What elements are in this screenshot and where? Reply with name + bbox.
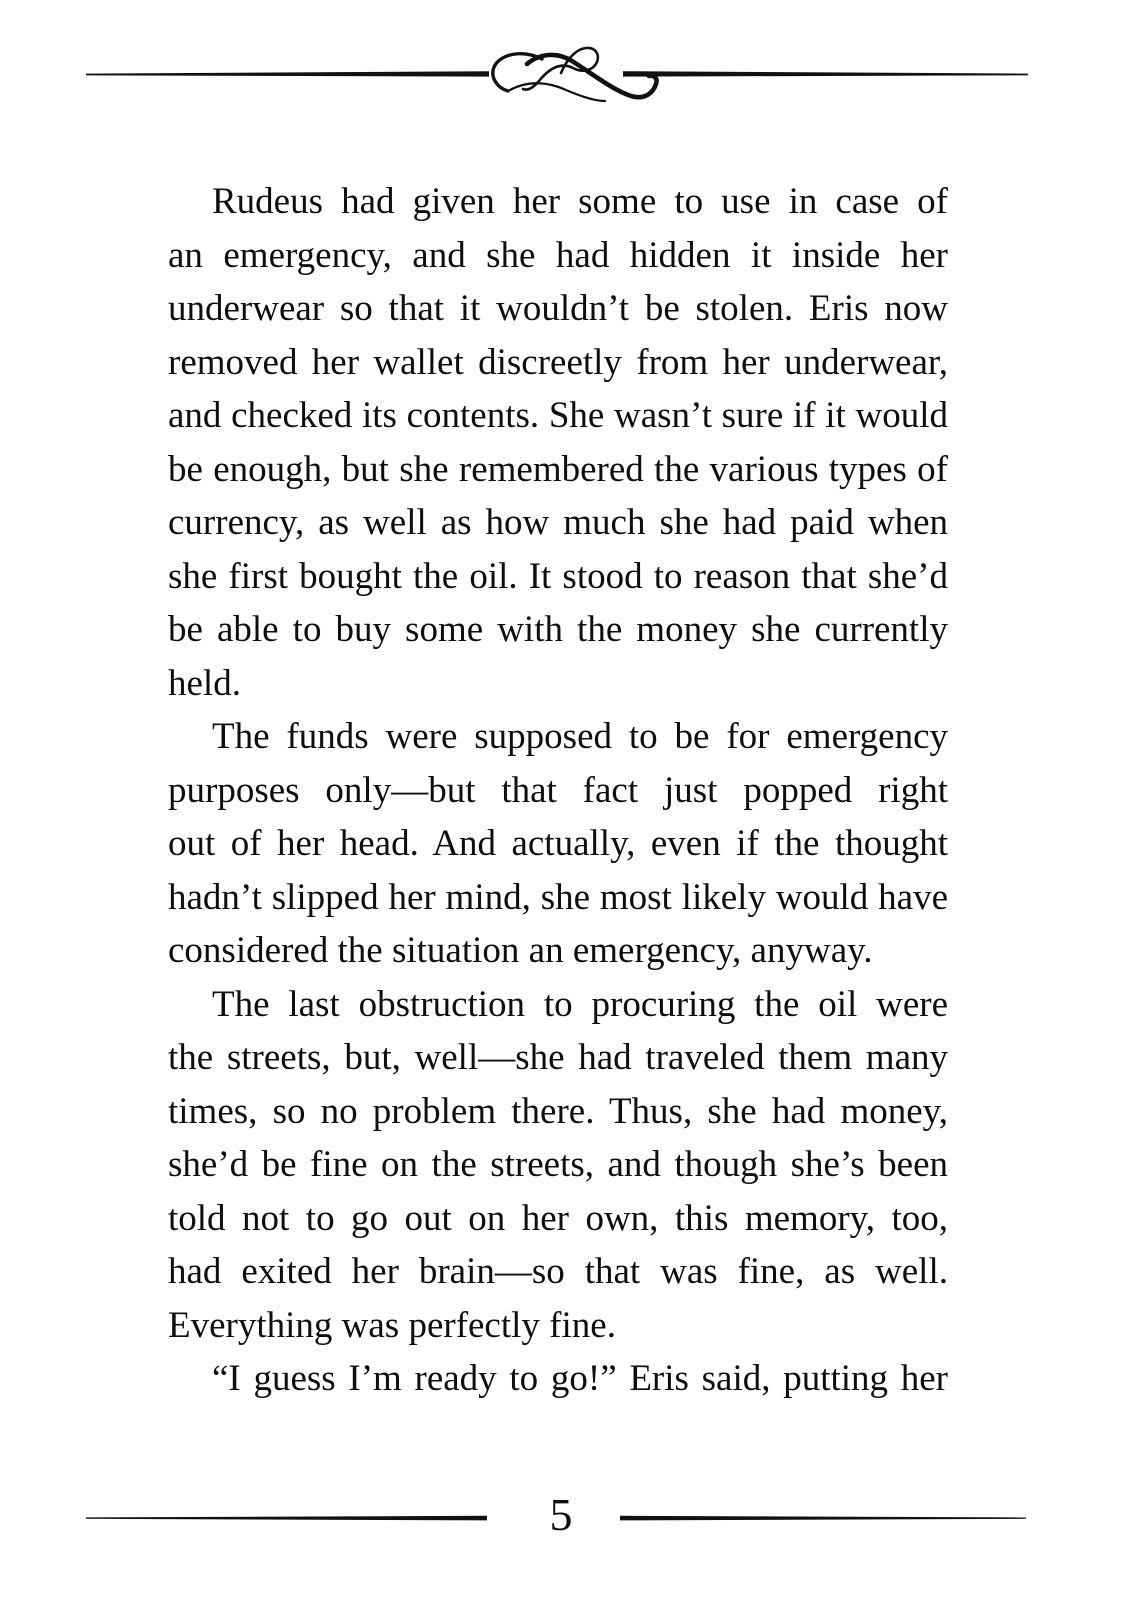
- paragraph: [168, 978, 948, 1353]
- text-line: considered the situation an emergency, anyway.: [168, 930, 873, 971]
- text-line: had exited her brain—so that was fine, as well.: [168, 1251, 948, 1292]
- text-line: an emergency, and she had hidden it inside her: [168, 234, 948, 276]
- header-rule-left: [86, 71, 489, 76]
- text-line: be enough, but she remembered the various types of: [168, 448, 948, 490]
- text-line: the streets, but, well—she had traveled them many: [168, 1037, 948, 1078]
- text-line: hadn’t slipped her mind, she most likely would have: [168, 876, 948, 918]
- text-line: times, so no problem there. Thus, she had money,: [168, 1090, 948, 1132]
- text-line: she first bought the oil. It stood to reason that she’d: [168, 555, 948, 597]
- text-line: be able to buy some with the money she currently: [168, 609, 948, 650]
- text-line: she’d be fine on the streets, and though she’s been: [168, 1144, 948, 1185]
- text-line: told not to go out on her own, this memory, too,: [168, 1197, 948, 1239]
- paragraph: [168, 1352, 948, 1406]
- text-line: and checked its contents. She wasn’t sure if it would: [168, 395, 948, 436]
- page-number: 5: [549, 1489, 573, 1540]
- text-line: “I guess I’m ready to go!” Eris said, putting her: [212, 1358, 948, 1399]
- text-line: Everything was perfectly fine.: [168, 1304, 616, 1346]
- text-line: The funds were supposed to be for emergency: [212, 716, 948, 757]
- text-line: out of her head. And actually, even if the thought: [168, 823, 948, 864]
- header-divider: [0, 38, 1122, 118]
- text-line: The last obstruction to procuring the oil were: [212, 983, 948, 1025]
- paragraph: [168, 710, 948, 978]
- text-line: Rudeus had given her some to use in case of: [212, 181, 948, 222]
- text-line: held.: [168, 662, 241, 704]
- text-line: removed her wallet discreetly from her underwear,: [168, 341, 948, 383]
- header-rule-right: [623, 71, 1028, 76]
- paragraph: [168, 175, 948, 710]
- body-text: [168, 175, 948, 1406]
- text-line: underwear so that it wouldn’t be stolen. Eris now: [168, 288, 948, 329]
- text-line: currency, as well as how much she had paid when: [168, 502, 948, 543]
- text-line: purposes only—but that fact just popped right: [168, 769, 948, 811]
